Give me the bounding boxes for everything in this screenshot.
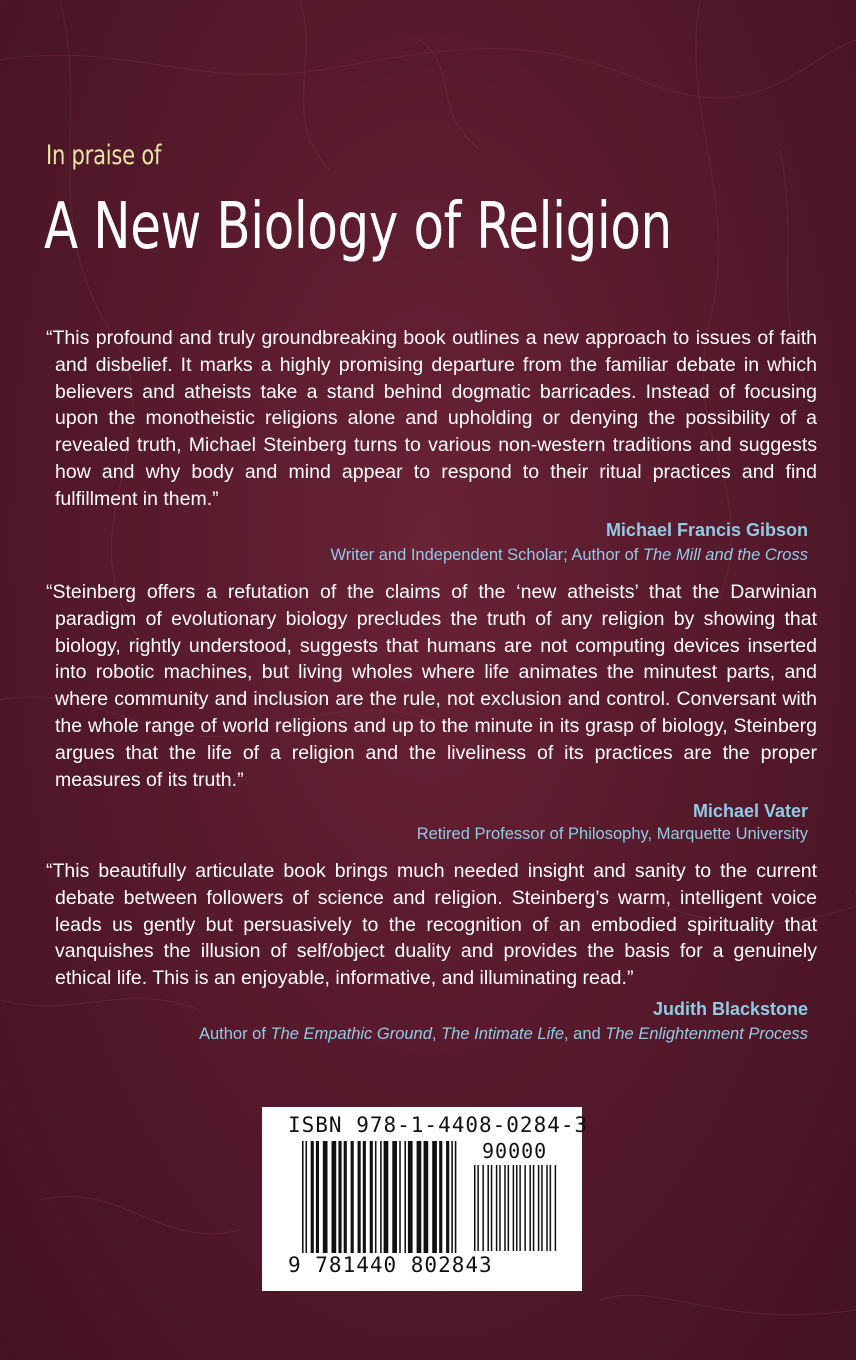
ean-digits: 9 781440 802843 — [288, 1253, 493, 1277]
barcode-bar — [380, 1141, 382, 1253]
barcode-bar — [482, 1165, 484, 1251]
endorsement-quote-3: “This beautifully articulate book brings much needed insight and sanity to the current debate between followers of science and religion. Steinberg’s warm, intelligent voice leads us gently but persuasively to the recognition of an embodied spirituality that vanquishes the illusion of self/object duality and provides the basis for a genuinely ethical life. This is an enjoyable, informative, and illuminating read.” — [46, 860, 817, 990]
barcode-bar — [424, 1141, 429, 1253]
isbn-label: ISBN 978-1-4408-0284-3 — [288, 1113, 589, 1137]
barcode-bar — [496, 1165, 498, 1251]
barcode-bar — [384, 1141, 389, 1253]
barcode-bar — [332, 1141, 337, 1253]
barcode-bar — [546, 1165, 548, 1251]
barcode-bar — [417, 1141, 422, 1253]
endorsement-quote-1: “This profound and truly groundbreaking book outlines a new approach to issues of faith and disbelief. It marks a highly promising departure from the familiar debate in which believers and atheists take a stand behind dogmatic barricades. Instead of focusing upon the monotheistic religions alone and upholding or denying the possibility of a revealed truth, Michael Steinberg turns to various non-western traditions and suggests how and why body and mind appear to respond to their ritual practices and find fulfillment in them.” — [46, 327, 817, 510]
endorsement-role-1: Writer and Independent Scholar; Author of The Mill and the Cross — [330, 546, 808, 564]
barcode-bar — [338, 1141, 341, 1253]
barcode-bar — [538, 1165, 540, 1251]
barcode-bar — [477, 1165, 479, 1251]
barcode-bar — [504, 1165, 506, 1251]
barcode-bar — [302, 1141, 304, 1253]
barcode-bar — [408, 1141, 413, 1253]
barcode-bar — [451, 1141, 453, 1253]
pre-title: In praise of — [46, 140, 162, 171]
endorsement-role-3: Author of The Empathic Ground, The Intimate Life, and The Enlightenment Process — [198, 1025, 808, 1043]
barcode-bar — [439, 1141, 442, 1253]
barcode-bar — [344, 1141, 347, 1253]
barcode-bar — [375, 1141, 377, 1253]
work-title: The Mill and the Cross — [642, 546, 808, 564]
barcode-bar — [392, 1141, 397, 1253]
endorsement-role-2: Retired Professor of Philosophy, Marquette University — [416, 825, 808, 843]
endorsement-name-2: Michael Vater — [692, 801, 808, 821]
barcode-bar — [550, 1165, 552, 1251]
work-title: The Intimate Life — [441, 1025, 564, 1043]
barcode-bar — [519, 1165, 521, 1251]
ean-barcode — [302, 1141, 462, 1257]
barcode-bar — [513, 1165, 515, 1251]
barcode-bar — [524, 1165, 526, 1251]
barcode-bar — [323, 1141, 328, 1253]
endorsement-name-3: Judith Blackstone — [652, 999, 808, 1019]
barcode-bar — [533, 1165, 535, 1251]
work-title: The Enlightenment Process — [605, 1025, 808, 1043]
work-title: The Empathic Ground — [270, 1025, 432, 1043]
endorsement-name-1: Michael Francis Gibson — [605, 520, 808, 540]
price-code: 90000 — [482, 1139, 548, 1163]
barcode-bar — [316, 1141, 319, 1253]
barcode-bar — [399, 1141, 401, 1253]
barcode-bar — [311, 1141, 314, 1253]
barcode-bar — [541, 1165, 543, 1251]
barcode-bar — [487, 1165, 489, 1251]
barcode-bar — [404, 1141, 406, 1253]
barcode-panel — [262, 1107, 589, 1291]
barcode-bar — [499, 1165, 501, 1251]
barcode-bar — [305, 1141, 307, 1253]
endorsement-quote-2: “Steinberg offers a refutation of the claims of the ‘new atheists’ that the Darwinian paradigm of evolutionary biology precludes the truth of any religion by showing that biology, rightly understood, suggests that humans are not computing devices inserted into robotic machines, but living wholes where life animates the minutest parts, and where community and inclusion are the rule, not exclusion and control. Conversant with the whole range of world religions and up to the minute in its grasp of biology, Steinberg argues that the life of a religion and the liveliness of its practices are the proper measures of its truth.” — [46, 581, 817, 791]
barcode-bar — [363, 1141, 366, 1253]
barcode-bar — [474, 1165, 476, 1251]
barcode-bar — [508, 1165, 510, 1251]
barcode-bar — [446, 1141, 449, 1253]
barcode-bar — [455, 1141, 457, 1253]
barcode-bar — [555, 1165, 557, 1251]
addon-barcode — [474, 1165, 560, 1253]
barcode-bar — [516, 1165, 518, 1251]
barcode-bar — [529, 1165, 531, 1251]
barcode-bar — [370, 1141, 373, 1253]
barcode-bar — [432, 1141, 437, 1253]
barcode-bar — [351, 1141, 354, 1253]
barcode-bar — [491, 1165, 493, 1251]
book-title: A New Biology of Religion — [44, 190, 672, 264]
barcode-bar — [358, 1141, 361, 1253]
